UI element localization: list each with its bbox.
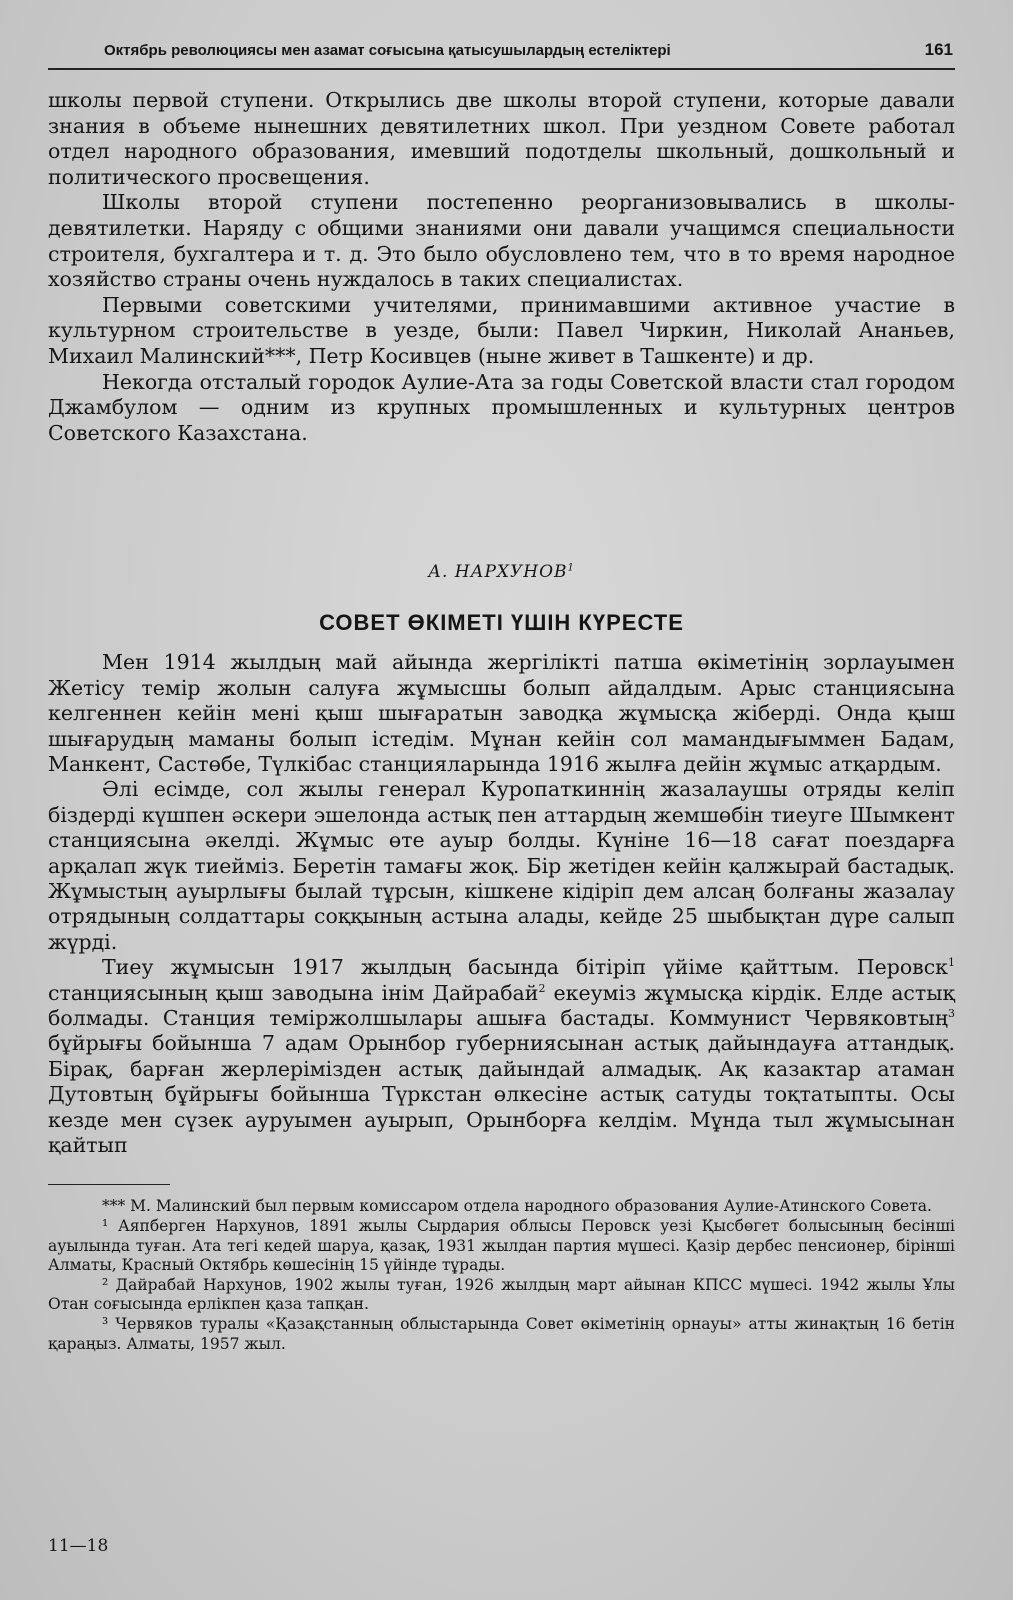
printer-signature: 11—18	[48, 1536, 109, 1556]
paragraph: школы первой ступени. Открылись две школы второй ступени, которые давали знания в объеме нынешних девятилетних школ. При уездном Совете работал отдел народного образования, имевший подотделы школьный, дошкольный и политического просвещения.	[48, 88, 955, 189]
footnote-divider	[48, 1184, 170, 1185]
paragraph: Школы второй ступени постепенно реорганизовывались в школы-девятилетки. Наряду с общими знаниями они давали учащимся специальности строителя, бухгалтера и т. д. Это было обусловлено тем, что в то время народное хозяйство страны очень нуждалось в таких специалистах.	[48, 190, 955, 292]
paragraph: Некогда отсталый городок Аулие-Ата за годы Советской власти стал городом Джамбулом — одним из крупных промышленных и культурных центров Советского Казахстана.	[48, 369, 955, 445]
footnote: ³ Червяков туралы «Қазақстанның облыстарында Совет өкіметінің орнауы» атты жинақтың 16 бетін қараңыз. Алматы, 1957 жыл.	[48, 1315, 955, 1353]
page-number: 161	[924, 40, 953, 59]
footnote: *** М. Малинский был первым комиссаром отдела народного образования Аулие-Атинского Совета.	[102, 1197, 932, 1216]
footnote-mark: 2	[538, 981, 546, 995]
running-header	[48, 40, 955, 70]
paragraph: Әлі есімде, сол жылы генерал Куропаткиннің жазалаушы отряды келіп біздерді күшпен әскери эшелонда астық пен аттардың жемшөбін тиеуге Шымкент станциясына әкелді. Жұмыс өте ауыр болды. Күніне 16—18 сағат поездарға арқалап жүк тиейміз. Беретін тамағы жоқ. Бір жетіден кейін қалжырай бастадық. Жұмыстың ауырлығы былай тұрсын, кішкене кідіріп дем алсаң болғаны жазалау отрядының солдаттары соққының астына алады, кейде 25 шыбықтан дүре салып жүрді.	[48, 777, 955, 954]
author-name: А. НАРХУНОВ	[428, 562, 568, 583]
article-title: СОВЕТ ӨКІМЕТІ ҮШІН КҮРЕСТЕ	[319, 610, 684, 636]
footnote-mark: 1	[948, 956, 955, 970]
intro-text	[48, 88, 955, 446]
footnote: ¹ Аяпберген Нархунов, 1891 жылы Сырдария облысы Перовск уезі Қысбөгет болысының бесінші ауылында туған. Ата тегі кедей шаруа, қазақ, 1931 жылдан партия мүшесі. Қазір дербес пенсионер, бірінші Алматы, Красный Октябрь көшесінің 15 үйінде тұрады.	[48, 1217, 955, 1275]
author-footnote-mark: 1	[567, 562, 575, 574]
article-author	[48, 562, 955, 582]
footnote-mark: 3	[948, 1007, 955, 1021]
article-text	[48, 650, 955, 1158]
paragraph: Мен 1914 жылдың май айында жергілікті патша өкіметінің зорлауымен Жетісу темір жолын салуға жұмысшы болып айдалдым. Арыс станциясына келгеннен кейін мені қыш шығаратын заводқа жұмысқа жіберді. Онда қыш шығарудың маманы болып істедім. Мұнан кейін сол мамандығыммен Бадам, Манкент, Састөбе, Түлкібас станцияларында 1916 жылға дейін жұмыс атқардым.	[48, 650, 955, 776]
paragraph: Первыми советскими учителями, принимавшими активное участие в культурном строительстве в уезде, были: Павел Чиркин, Николай Ананьев, Михаил Малинский***, Петр Косивцев (ныне живет в Ташкенте) и др.	[48, 292, 955, 368]
paragraph: Тиеу жұмысын 1917 жылдың басында бітіріп үйіме қайттым. Перовск$^1$ станциясының қыш заводына інім Дайрабай$^2$ екеуміз жұмысқа кірдік. Елде астық болмады. Станция теміржолшылары ашыға бастады. Коммунист Червяковтың$^3$ бұйрығы бойынша 7 адам Орынбор губерниясынан астық дайындауға аттандық. Бірақ, барған жерлерімізден астық дайындай алмадық. Ақ казактар атаман Дутовтың бұйрығы бойынша Түркстан өлкесіне астық сатуды тоқтатыпты. Осы кезде мен сүзек ауруымен ауырып, Орынборға келдім. Мұнда тыл жұмысынан қайтып	[48, 955, 955, 1158]
running-header-title: Октябрь революциясы мен азамат соғысына қатысушылардың естеліктері	[104, 42, 671, 59]
footnote: ² Дайрабай Нархунов, 1902 жылы туған, 1926 жылдың март айынан КПСС мүшесі. 1942 жылы Ұлы Отан соғысында ерлікпен қаза тапқан.	[48, 1275, 955, 1314]
footnotes	[48, 1197, 955, 1354]
